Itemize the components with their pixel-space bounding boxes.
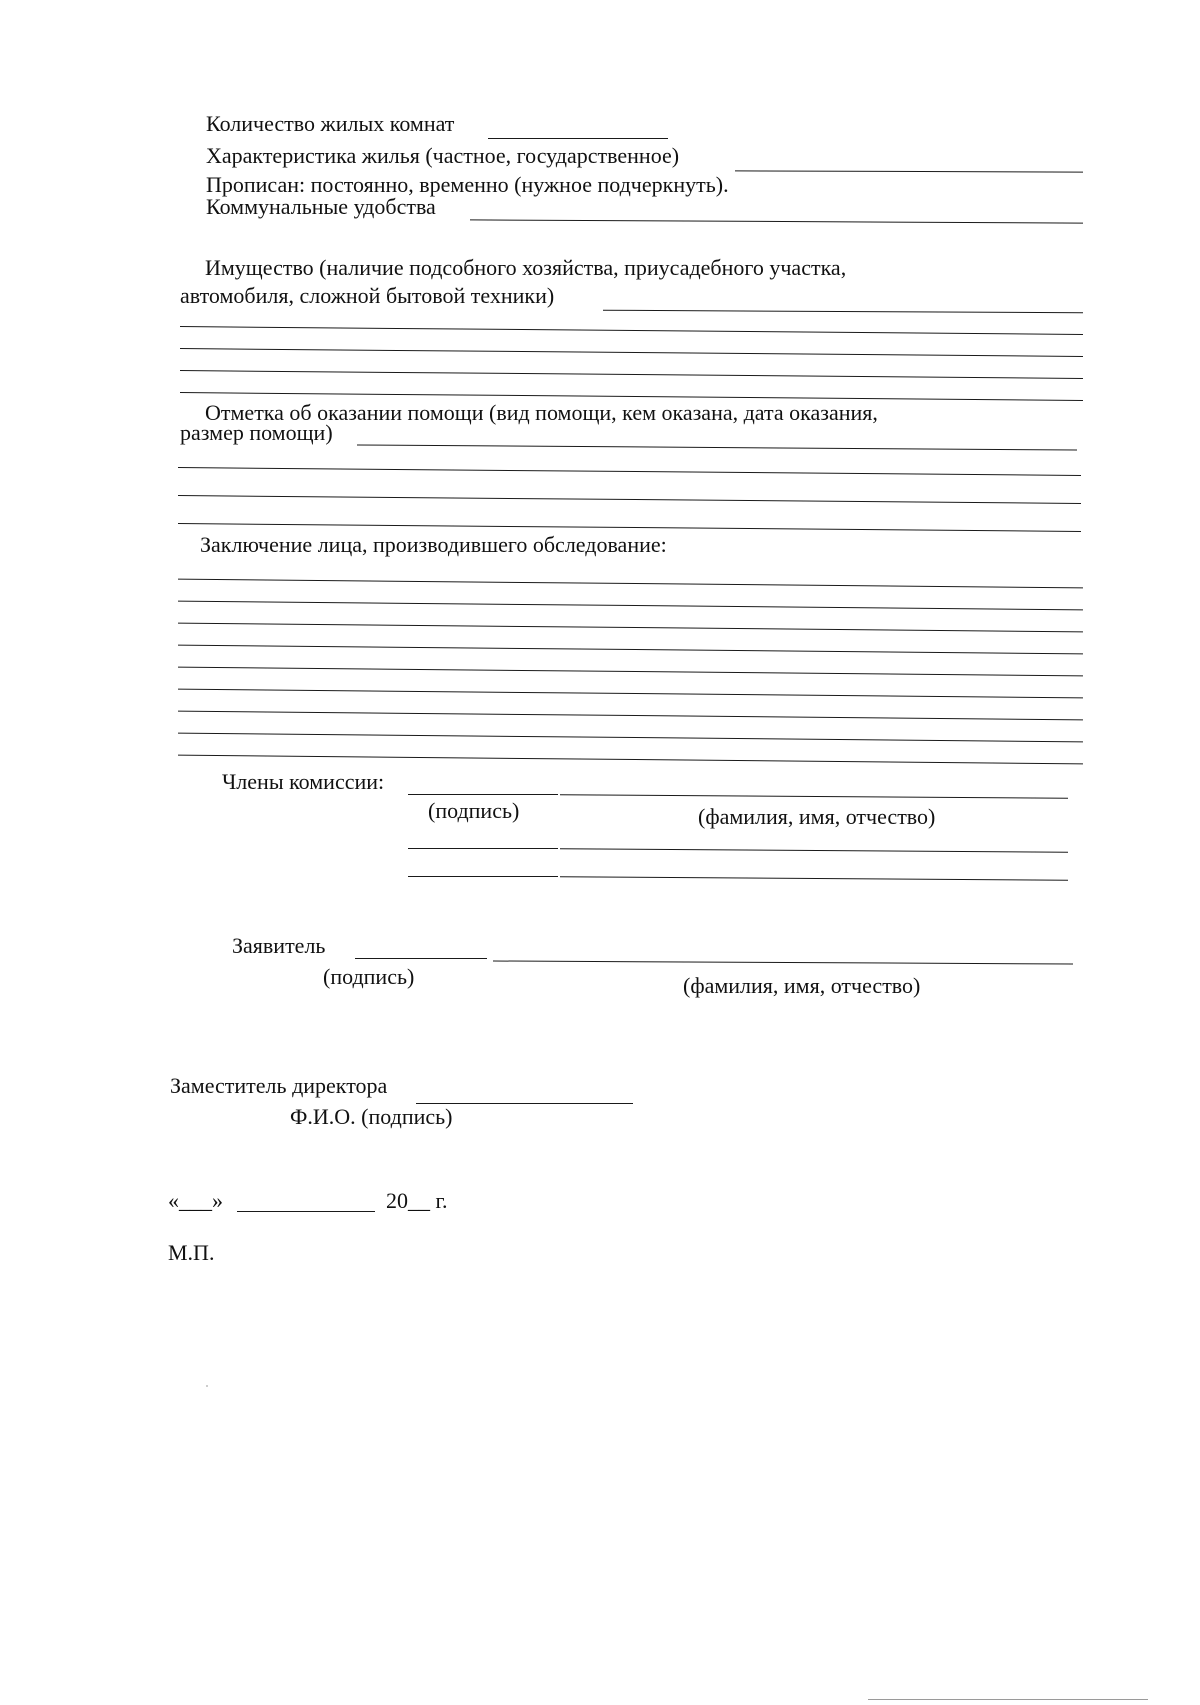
- conclusion-field-line-9[interactable]: [178, 755, 1083, 765]
- applicant-signature-caption: (подпись): [323, 964, 415, 989]
- commission-name-field-2[interactable]: [560, 848, 1068, 853]
- commission-name-field-3[interactable]: [560, 876, 1068, 881]
- assistance-field-line-3[interactable]: [178, 495, 1081, 504]
- date-day[interactable]: «___»: [168, 1188, 223, 1213]
- commission-signature-field-3[interactable]: [408, 876, 558, 877]
- deputy-director-label: Заместитель директора: [170, 1073, 388, 1098]
- commission-label: Члены комиссии:: [222, 769, 385, 794]
- conclusion-label: Заключение лица, производившего обследование:: [200, 532, 667, 557]
- property-field-line-4[interactable]: [180, 370, 1083, 379]
- property-field-line-1[interactable]: [603, 310, 1083, 314]
- conclusion-field-line-3[interactable]: [178, 623, 1083, 633]
- property-label-line1: Имущество (наличие подсобного хозяйства, приусадебного участка,: [205, 255, 847, 280]
- property-label-line2: автомобиля, сложной бытовой техники): [180, 283, 555, 308]
- applicant-signature-field[interactable]: [355, 958, 487, 959]
- conclusion-field-line-5[interactable]: [178, 667, 1083, 677]
- stamp-place-label: М.П.: [168, 1240, 215, 1265]
- conclusion-field-line-2[interactable]: [178, 601, 1083, 611]
- scan-edge-mark: [868, 1699, 1148, 1700]
- applicant-name-field[interactable]: [493, 960, 1073, 964]
- property-field-line-3[interactable]: [180, 348, 1083, 357]
- conclusion-field-line-1[interactable]: [178, 579, 1083, 589]
- commission-name-caption: (фамилия, имя, отчество): [698, 804, 936, 829]
- date-year[interactable]: 20__ г.: [386, 1188, 448, 1213]
- applicant-label: Заявитель: [232, 933, 326, 958]
- rooms-count-field[interactable]: [488, 138, 668, 139]
- commission-name-field-1[interactable]: [560, 794, 1068, 799]
- assistance-field-line-2[interactable]: [178, 467, 1081, 476]
- date-month-field[interactable]: [237, 1211, 375, 1212]
- utilities-label: Коммунальные удобства: [206, 194, 436, 219]
- assistance-field-line-1[interactable]: [357, 444, 1077, 450]
- conclusion-field-line-4[interactable]: [178, 645, 1083, 655]
- registration-label: Прописан: постоянно, временно (нужное подчеркнуть).: [206, 172, 729, 197]
- assistance-label-line1: Отметка об оказании помощи (вид помощи, кем оказана, дата оказания,: [205, 400, 878, 425]
- housing-type-field[interactable]: [735, 170, 1083, 172]
- commission-signature-caption: (подпись): [428, 798, 520, 823]
- conclusion-field-line-6[interactable]: [178, 689, 1083, 699]
- commission-signature-field-1[interactable]: [408, 794, 558, 795]
- housing-type-label: Характеристика жилья (частное, государственное): [206, 143, 680, 168]
- deputy-caption: Ф.И.О. (подпись): [290, 1104, 453, 1129]
- utilities-field[interactable]: [470, 219, 1083, 223]
- conclusion-field-line-7[interactable]: [178, 711, 1083, 721]
- rooms-count-label: Количество жилых комнат: [206, 111, 455, 136]
- property-field-line-2[interactable]: [180, 326, 1083, 335]
- commission-signature-field-2[interactable]: [408, 848, 558, 849]
- conclusion-field-line-8[interactable]: [178, 733, 1083, 743]
- scan-speck: [206, 1385, 208, 1387]
- assistance-label-line2: размер помощи): [180, 420, 333, 445]
- assistance-field-line-4[interactable]: [178, 523, 1081, 532]
- applicant-name-caption: (фамилия, имя, отчество): [683, 973, 921, 998]
